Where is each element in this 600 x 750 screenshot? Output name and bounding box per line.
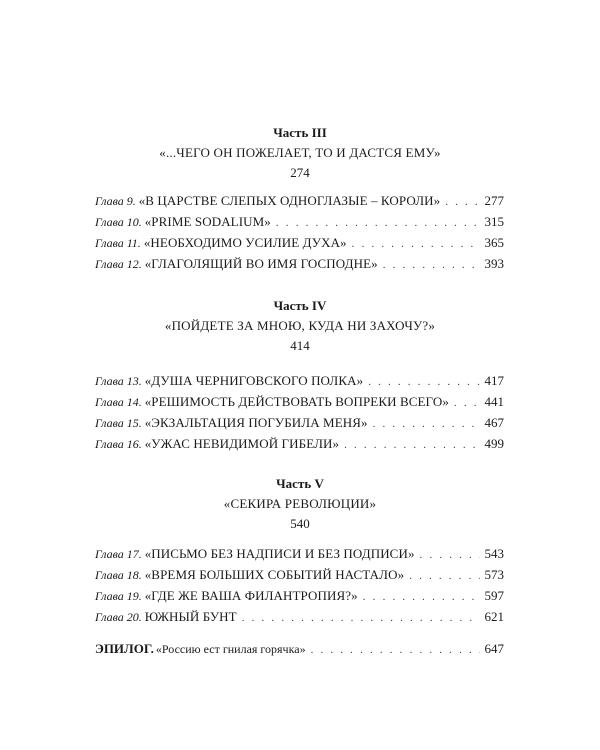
chapter-page: 365 <box>484 235 504 250</box>
dot-leader <box>276 214 480 232</box>
dot-leader <box>344 436 479 454</box>
chapter-title: «ПИСЬМО БЕЗ НАДПИСИ И БЕЗ ПОДПИСИ» <box>144 546 415 561</box>
chapter-title: «РЕШИМОСТЬ ДЕЙСТВОВАТЬ ВОПРЕКИ ВСЕГО» <box>144 394 449 409</box>
dot-leader <box>363 588 480 606</box>
chapter-page: 621 <box>484 609 504 624</box>
dot-leader <box>445 193 479 211</box>
toc-entry-chapter-20[interactable] <box>95 608 504 626</box>
part-3-label: Часть III <box>273 125 327 140</box>
chapter-page: 597 <box>484 588 504 603</box>
toc-entry-chapter-11[interactable] <box>95 234 504 252</box>
toc-entry-chapter-15[interactable] <box>95 414 504 432</box>
part-5-page: 540 <box>290 516 310 531</box>
chapter-page: 543 <box>484 546 504 561</box>
part-4-label: Часть IV <box>273 298 327 313</box>
chapter-number: Глава 19. <box>95 589 142 603</box>
toc-entry-chapter-14[interactable] <box>95 393 504 411</box>
toc-entry-chapter-17[interactable] <box>95 545 504 563</box>
toc-entry-chapter-12[interactable] <box>95 255 504 273</box>
part-3-page: 274 <box>290 165 310 180</box>
chapter-number: Глава 10. <box>95 215 142 229</box>
dot-leader <box>420 546 480 564</box>
part-5-label: Часть V <box>276 476 324 491</box>
toc-entry-chapter-19[interactable] <box>95 587 504 605</box>
toc-entry-chapter-16[interactable] <box>95 435 504 453</box>
chapter-title: «ВРЕМЯ БОЛЬШИХ СОБЫТИЙ НАСТАЛО» <box>144 567 405 582</box>
chapter-number: Глава 11. <box>95 236 141 250</box>
chapter-title: «НЕОБХОДИМО УСИЛИЕ ДУХА» <box>143 235 347 250</box>
chapter-page: 467 <box>484 415 504 430</box>
chapter-number: Глава 17. <box>95 547 142 561</box>
chapter-title: «ГДЕ ЖЕ ВАША ФИЛАНТРОПИЯ?» <box>144 588 358 603</box>
chapter-title: «ЭКЗАЛЬТАЦИЯ ПОГУБИЛА МЕНЯ» <box>144 415 368 430</box>
chapter-title: «В ЦАРСТВЕ СЛЕПЫХ ОДНОГЛАЗЫЕ – КОРОЛИ» <box>138 193 441 208</box>
part-3-title: «...ЧЕГО ОН ПОЖЕЛАЕТ, ТО И ДАСТСЯ ЕМУ» <box>159 145 441 160</box>
part-5-title: «СЕКИРА РЕВОЛЮЦИИ» <box>223 496 377 511</box>
chapter-page: 499 <box>484 436 504 451</box>
dot-leader <box>352 235 480 253</box>
epilogue-page: 647 <box>484 641 504 656</box>
chapter-number: Глава 18. <box>95 568 142 582</box>
part-4-page: 414 <box>290 338 310 353</box>
chapter-page: 277 <box>484 193 504 208</box>
toc-entry-chapter-9[interactable] <box>95 192 504 210</box>
epilogue-heading: ЭПИЛОГ. <box>95 641 154 656</box>
chapter-title: ЮЖНЫЙ БУНТ <box>144 609 237 624</box>
chapter-page: 441 <box>484 394 504 409</box>
dot-leader <box>383 256 480 274</box>
dot-leader <box>368 373 479 391</box>
chapter-number: Глава 9. <box>95 194 136 208</box>
chapter-page: 417 <box>484 373 504 388</box>
toc-entry-chapter-10[interactable] <box>95 213 504 231</box>
chapter-title: «ГЛАГОЛЯЩИЙ ВО ИМЯ ГОСПОДНЕ» <box>144 256 378 271</box>
chapter-number: Глава 20. <box>95 610 142 624</box>
toc-entry-chapter-13[interactable] <box>95 372 504 390</box>
part-4-title: «ПОЙДЕТЕ ЗА МНОЮ, КУДА НИ ЗАХОЧУ?» <box>164 318 436 333</box>
chapter-title: «УЖАС НЕВИДИМОЙ ГИБЕЛИ» <box>144 436 340 451</box>
toc-entry-epilogue[interactable] <box>95 640 504 658</box>
dot-leader <box>242 609 480 627</box>
dot-leader <box>409 567 479 585</box>
chapter-title: «PRIME SODALIUM» <box>144 214 271 229</box>
chapter-number: Глава 16. <box>95 437 142 451</box>
chapter-number: Глава 12. <box>95 257 142 271</box>
dot-leader <box>311 641 480 659</box>
chapter-number: Глава 14. <box>95 395 142 409</box>
chapter-page: 573 <box>484 567 504 582</box>
chapter-number: Глава 15. <box>95 416 142 430</box>
chapter-title: «ДУША ЧЕРНИГОВСКОГО ПОЛКА» <box>144 373 364 388</box>
chapter-page: 315 <box>484 214 504 229</box>
dot-leader <box>373 415 480 433</box>
chapter-number: Глава 13. <box>95 374 142 388</box>
chapter-page: 393 <box>484 256 504 271</box>
dot-leader <box>454 394 480 412</box>
epilogue-subtitle: «Россию ест гнилая горячка» <box>155 642 306 656</box>
toc-entry-chapter-18[interactable] <box>95 566 504 584</box>
